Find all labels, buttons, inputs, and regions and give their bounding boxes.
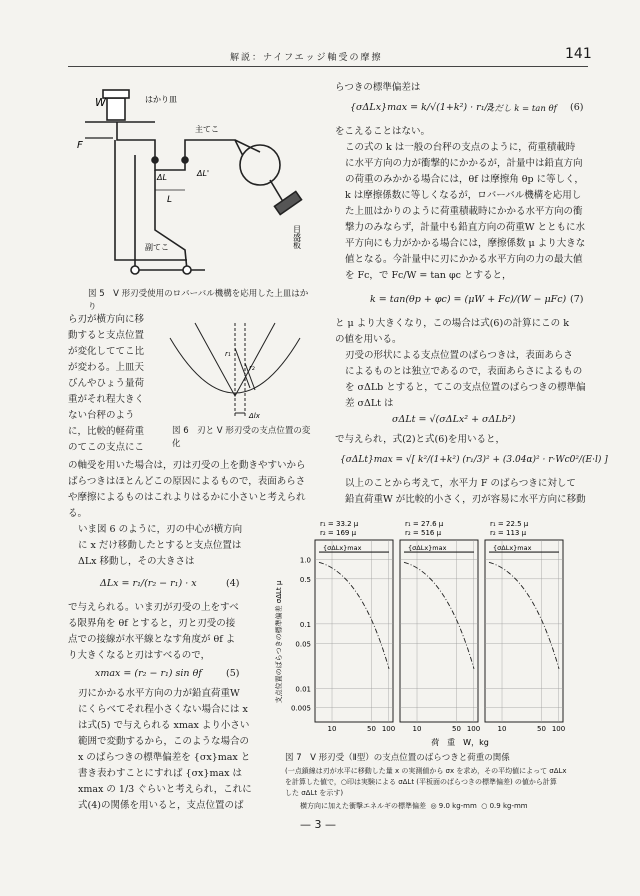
right-para2: と μ より大きくなり，この場合は式(6)の計算にこの k の値を用いる。 <box>335 318 569 345</box>
fig6-label-r1: r₁ <box>225 350 231 358</box>
left-para5: 刃にかかる水平方向の力が鉛直荷重W にくらべてそれ程小さくない場合には x は式(5) で与えられる xmax より小さい 範囲で変動するから，このような場合の x のばらつきの標準偏差を {σx}max と 書き表わすことにすれば {σx}max は xmax の 1/3 ぐらいと考えられ，これに 式(4)の関係を用いると，支点位置のば <box>78 688 252 811</box>
fig7-ytick: 0.05 <box>295 640 311 649</box>
fig5-label-l: L <box>167 195 173 205</box>
fig7-panel-r1: r₁ = 33.2 μ <box>320 520 359 528</box>
right-para1: この式の k は一般の台秤の支点のように，荷重積載時 に水平方向の力が衝撃的にかかるが，計量中は鉛直方向 の荷重のみかかる場合には，θf は摩擦角 θp に等しく， k は摩擦係数に等しくなるが，ロバーバル機構を応用し た上皿はかりのように荷重積載時にかかる水平方向の衝 撃力のみならず，計量中も鉛直方向の荷重W とともに水 平方向にも力がかかる場合には，摩擦係数 μ より大きな 値となる。今計量中に刃にかかる水平方向の力の最大値 を Fc，で Fc/W = tan φc とすると， <box>345 142 586 281</box>
fig7-chart <box>275 512 600 750</box>
fig5-label-f: F <box>77 140 83 151</box>
equation-6-condition: ただし k = tan θf <box>486 104 557 114</box>
fig7-panel-frame <box>315 540 393 722</box>
running-title: 解説：ナイフエッジ軸受の摩擦 <box>230 53 383 63</box>
left-para1: ら刃が横方向に移 動すると支点位置 が変化しててこ比 が変わる。上皿天 びんやひょう量荷 重がそれ程大きく ない台秤のよう に，比較的軽荷重 のてこの支点にこ <box>68 314 145 453</box>
equation-9: {σΔLt}max = √[ k²/(1+k²) (r₁/3)² + (3.04α)² · r·Wc0²/(E·l) ] <box>340 455 608 465</box>
fig7-panel-frame <box>400 540 478 722</box>
left-para3: いま図 6 のように，刃の中心が横方向 に x だけ移動したとすると支点位置は ΔLx 移動し，その大きさは <box>78 524 243 567</box>
fig7-xtick: 10 <box>497 725 507 733</box>
page-number: 141 <box>565 46 592 62</box>
fig7-xtick: 50 <box>452 725 461 733</box>
fig7-panel-boxlabel: {σΔLx}max <box>408 544 447 552</box>
fig7-panel-r2: r₂ = 516 μ <box>405 529 442 537</box>
fig7-ytick: 1.0 <box>299 556 311 565</box>
equation-7-number: (7) <box>570 294 584 305</box>
fig7-notes: (一点鎖線は刃が水平に移動した量 x の実測値から σx を求め，その平均値によって σΔLx を計算した値で，○印は実験による σΔLt (平板面のばらつきの標準偏差) の値から計算 した σΔLt を示す) <box>285 767 567 797</box>
equation-8: σΔLt = √(σΔLx² + σΔLb²) <box>392 414 516 425</box>
right-line2: をこえることはない。 <box>335 126 431 137</box>
fig7-panel <box>400 520 480 733</box>
left-para4: で与えられる。いま刃が刃受の上をすべ る限界角を θf とすると，刃と刃受の接 点での接線が水平線となす角度が θf よ り大きくなると刃はすべるので， <box>68 602 239 661</box>
fig7-xtick: 10 <box>412 725 422 733</box>
fig5-label-pan: はかり皿 <box>145 95 177 104</box>
fig5-label-dl: ΔL <box>157 173 167 182</box>
fig5-label-sub: 副てこ <box>145 243 169 252</box>
fig7-ytick: 0.01 <box>295 685 311 694</box>
fig7-panel <box>315 520 395 733</box>
left-para2: の軸受を用いた場合は，刃は刃受の上を動きやすいから ばらつきはほとんどこの原因によるもので，表面あらさ や摩擦によるものはこれよりはるかに小さいと考えられ る。 <box>68 460 306 519</box>
fig7-curve <box>319 562 389 669</box>
equation-5: xmax = (r₂ − r₁) sin θf <box>95 668 202 679</box>
equation-6-number: (6) <box>570 102 584 113</box>
equation-7: k = tan(θp + φc) = (μW + Fc)/(W − μFc) <box>370 294 567 305</box>
fig7-xtick: 100 <box>381 725 396 733</box>
fig7-ytick: 0.005 <box>290 704 311 713</box>
fig7-panel-boxlabel: {σΔLx}max <box>493 544 532 552</box>
fig7-xlabel: 荷 重 W，kg <box>431 738 489 747</box>
right-para3: 刃受の形状による支点位置のばらつきは，表面あらさ によるものとは独立であるので，表面あらさによるもの を σΔLb とすると，てこの支点位置のばらつきの標準偏 差 σΔLt は <box>345 350 586 409</box>
fig5-label-dial: 目盛板 <box>292 225 302 249</box>
fig7-xtick: 100 <box>551 725 566 733</box>
fig6-caption: 図 6 刃と V 形刃受の支点位置の変化 <box>172 426 311 449</box>
right-line3: で与えられ，式(2)と式(6)を用いると， <box>335 434 505 445</box>
fig5-label-lever: 主てこ <box>195 125 219 134</box>
equation-5-number: (5) <box>226 668 240 679</box>
fig7-panel-r1: r₁ = 27.6 μ <box>405 520 444 528</box>
fig5-diagram <box>75 80 315 285</box>
fig7-panel-boxlabel: {σΔLx}max <box>323 544 362 552</box>
fig7-xtick: 10 <box>327 725 337 733</box>
fig5-caption: 図 5 V 形刃受使用のロバーバル機構を応用した上皿はかり <box>88 289 309 312</box>
fig7-xtick: 50 <box>537 725 546 733</box>
page-footer: — 3 — <box>300 818 336 831</box>
fig6-label-dlx: Δlx <box>249 412 260 420</box>
fig5-label-w: W <box>95 96 106 109</box>
fig7-ylabel: 支点位置のばらつきの標準偏差 σΔLt μ <box>275 580 283 704</box>
right-line1: らつきの標準偏差は <box>335 82 421 93</box>
fig7-panel-frame <box>485 540 563 722</box>
fig7-curve <box>489 562 559 669</box>
header-rule <box>68 66 588 67</box>
fig7-caption: 図 7 V 形刃受（Ⅱ型）の支点位置のばらつきと荷重の関係 <box>285 753 510 763</box>
fig7-xtick: 100 <box>466 725 481 733</box>
fig7-ytick: 0.5 <box>299 575 311 584</box>
fig6-diagram <box>165 318 305 423</box>
fig7-legend: 横方向に加えた衝撃エネルギの標準偏差 ◎ 9.0 kg-mm ○ 0.9 kg-mm <box>300 802 528 810</box>
fig7-panel-r1: r₁ = 22.5 μ <box>490 520 529 528</box>
fig7-panel-r2: r₂ = 169 μ <box>320 529 357 537</box>
equation-6: {σΔLx}max = k/√(1+k²) · r₁/3 <box>350 102 494 113</box>
fig7-xtick: 50 <box>367 725 376 733</box>
fig7-panel <box>485 520 565 733</box>
equation-4-number: (4) <box>226 578 240 589</box>
fig7-curve <box>404 562 474 669</box>
fig6-label-r2: r₂ <box>249 364 255 372</box>
right-para4: 以上のことから考えて，水平力 F のばらつきに対して 鉛直荷重W が比較的小さく，刃が容易に水平方向に移動 <box>345 478 586 505</box>
fig5-label-dlp: ΔL' <box>197 169 210 178</box>
fig7-panel-r2: r₂ = 113 μ <box>490 529 527 537</box>
equation-4: ΔLx = r₁/(r₂ − r₁) · x <box>100 578 197 589</box>
fig7-ytick: 0.1 <box>299 620 311 629</box>
